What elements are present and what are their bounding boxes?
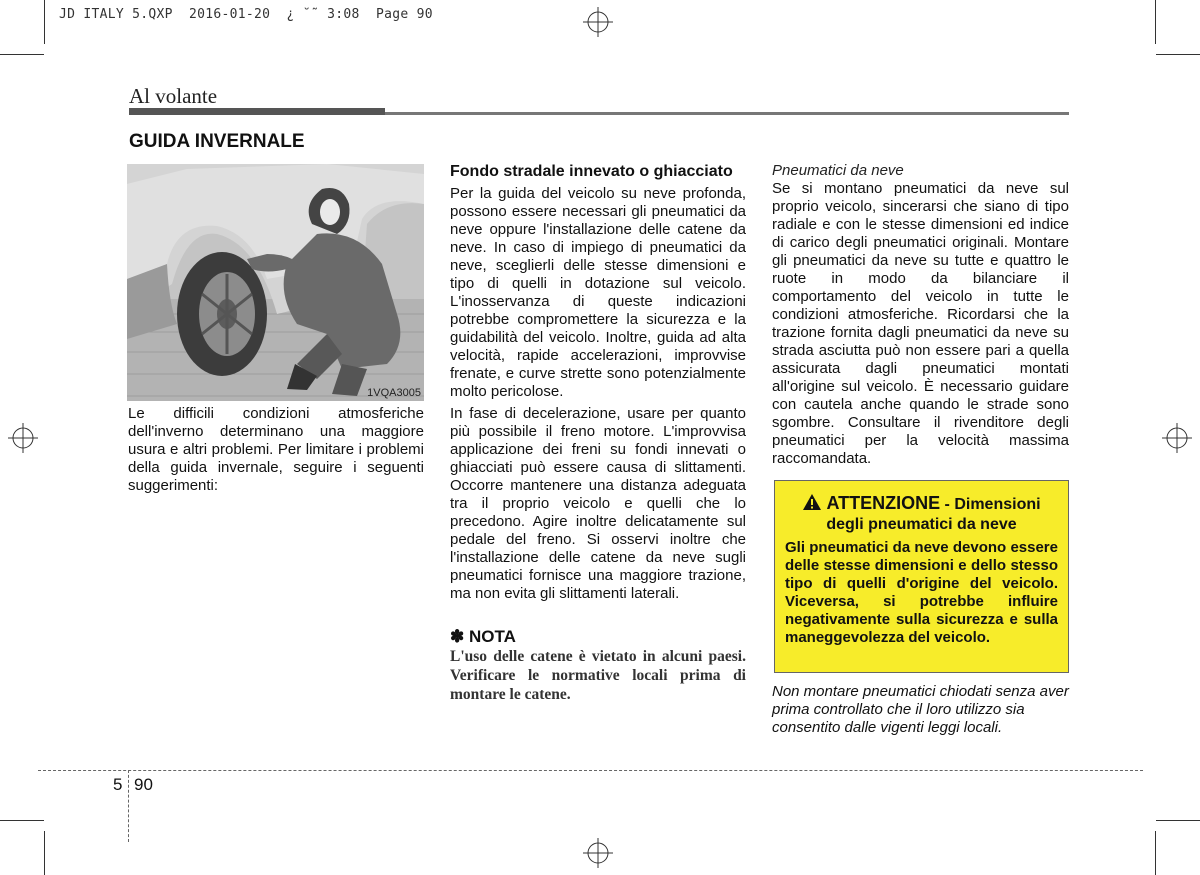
illustration bbox=[127, 164, 424, 401]
print-header: JD ITALY 5.QXP 2016-01-20 ¿ ˘˜ 3:08 Page 90 bbox=[59, 7, 433, 22]
snow-tires-heading: Pneumatici da neve bbox=[772, 162, 904, 179]
registration-mark-icon bbox=[583, 7, 613, 37]
footnote: Non montare pneumatici chiodati senza aver prima controllato che il loro utilizzo sia consentito dalle vigenti leggi locali. bbox=[772, 683, 1069, 736]
page-number: 90 bbox=[134, 775, 153, 794]
road-paragraph-1: Per la guida del veicolo su neve profonda, possono essere necessari gli pneumatici da neve oppure l'installazione delle catene da neve. In caso di impiego di pneumatici da neve, sceglierli delle stesse dimensioni e tipo di quelli in dotazione sul veicolo. L'inosservanza di queste indicazioni potrebbe compromettere la sicurezza e la guidabilità del veicolo. Inoltre, guida ad alta velocità, rapide accelerazioni, improvvise frenate, e curve strette sono potenzialmente molto pericolose. bbox=[450, 185, 746, 400]
registration-mark-icon bbox=[8, 423, 38, 453]
warning-label: ATTENZIONE bbox=[826, 493, 941, 513]
registration-mark-icon bbox=[1162, 423, 1192, 453]
chapter-number: 5 bbox=[113, 775, 123, 794]
figure-code: 1VQA3005 bbox=[367, 387, 421, 399]
crop-mark bbox=[44, 0, 45, 44]
warning-title bbox=[785, 493, 1058, 535]
snow-tires-section bbox=[772, 162, 1069, 468]
crop-mark bbox=[0, 54, 44, 55]
warning-triangle-icon bbox=[802, 493, 822, 511]
main-heading: GUIDA INVERNALE bbox=[129, 131, 305, 152]
intro-text: Le difficili condizioni atmosferiche dell'inverno determinano una maggiore usura e altri problemi. Per limitare i problemi della guida invernale, seguire i seguenti suggerimenti: bbox=[128, 405, 424, 494]
crop-mark bbox=[1156, 820, 1200, 821]
title-rule-dark bbox=[129, 108, 385, 115]
nota-heading bbox=[450, 627, 746, 647]
crop-mark bbox=[1155, 0, 1156, 44]
registration-mark-icon bbox=[583, 838, 613, 868]
footer-divider bbox=[128, 770, 129, 842]
nota-symbol-icon: ✽ bbox=[450, 627, 465, 646]
warning-body: Gli pneumatici da neve devono essere delle stesse dimensioni e dello stesso tipo di quelli d'origine del veicolo. Viceversa, si potrebbe influire negativamente sulla sicurezza e sulla maneggevolezza del veicolo. bbox=[785, 539, 1058, 646]
crop-mark bbox=[1156, 54, 1200, 55]
section-title: Al volante bbox=[129, 84, 218, 108]
warning-subtitle-1: - Dimensioni bbox=[940, 496, 1041, 513]
crop-mark bbox=[1155, 831, 1156, 875]
nota-label: NOTA bbox=[468, 627, 516, 646]
woman-fitting-snow-chain-illustration bbox=[127, 164, 424, 401]
snow-tires-body: Se si montano pneumatici da neve sul proprio veicolo, sincerarsi che siano di tipo radiale e con le stesse dimensioni ed indice di carico degli pneumatici originali. Montare gli pneumatici da neve su tutte e quattro le ruote in modo da bilanciare il comportamento del veicolo in tutte le condizioni atmosferiche. Ricordarsi che la trazione fornita dagli pneumatici da neve su strada asciutta può non essere pari a quella assicurata dagli pneumatici montati all'origine sul veicolo. È necessario guidare con cautela anche quando le strade sono sgombre. Consultare il rivenditore degli pneumatici per la velocità massima raccomandata. bbox=[772, 180, 1069, 467]
warning-box bbox=[774, 480, 1069, 673]
road-paragraph-2: In fase di decelerazione, usare per quanto più possibile il freno motore. L'improvvisa applicazione dei freni su fondi innevati o ghiacciati può essere causa di slittamenti. Occorre mantenere una distanza adeguata tra il proprio veicolo e quelli che lo precedono. Agire inoltre delicatamente sul pedale del freno. Si osservi inoltre che l'installazione delle catene da neve sugli pneumatici fornisce una maggiore trazione, ma non evita gli slittamenti laterali. bbox=[450, 405, 746, 602]
crop-mark bbox=[0, 820, 44, 821]
title-rule-line bbox=[385, 112, 1069, 115]
nota-body: L'uso delle catene è vietato in alcuni paesi. Verificare le normative locali prima di montare le catene. bbox=[450, 648, 746, 703]
warning-subtitle-2: degli pneumatici da neve bbox=[826, 516, 1017, 533]
road-section bbox=[450, 162, 746, 704]
crop-mark bbox=[44, 831, 45, 875]
road-heading: Fondo stradale innevato o ghiacciato bbox=[450, 163, 733, 180]
footer-rule bbox=[38, 770, 1143, 771]
